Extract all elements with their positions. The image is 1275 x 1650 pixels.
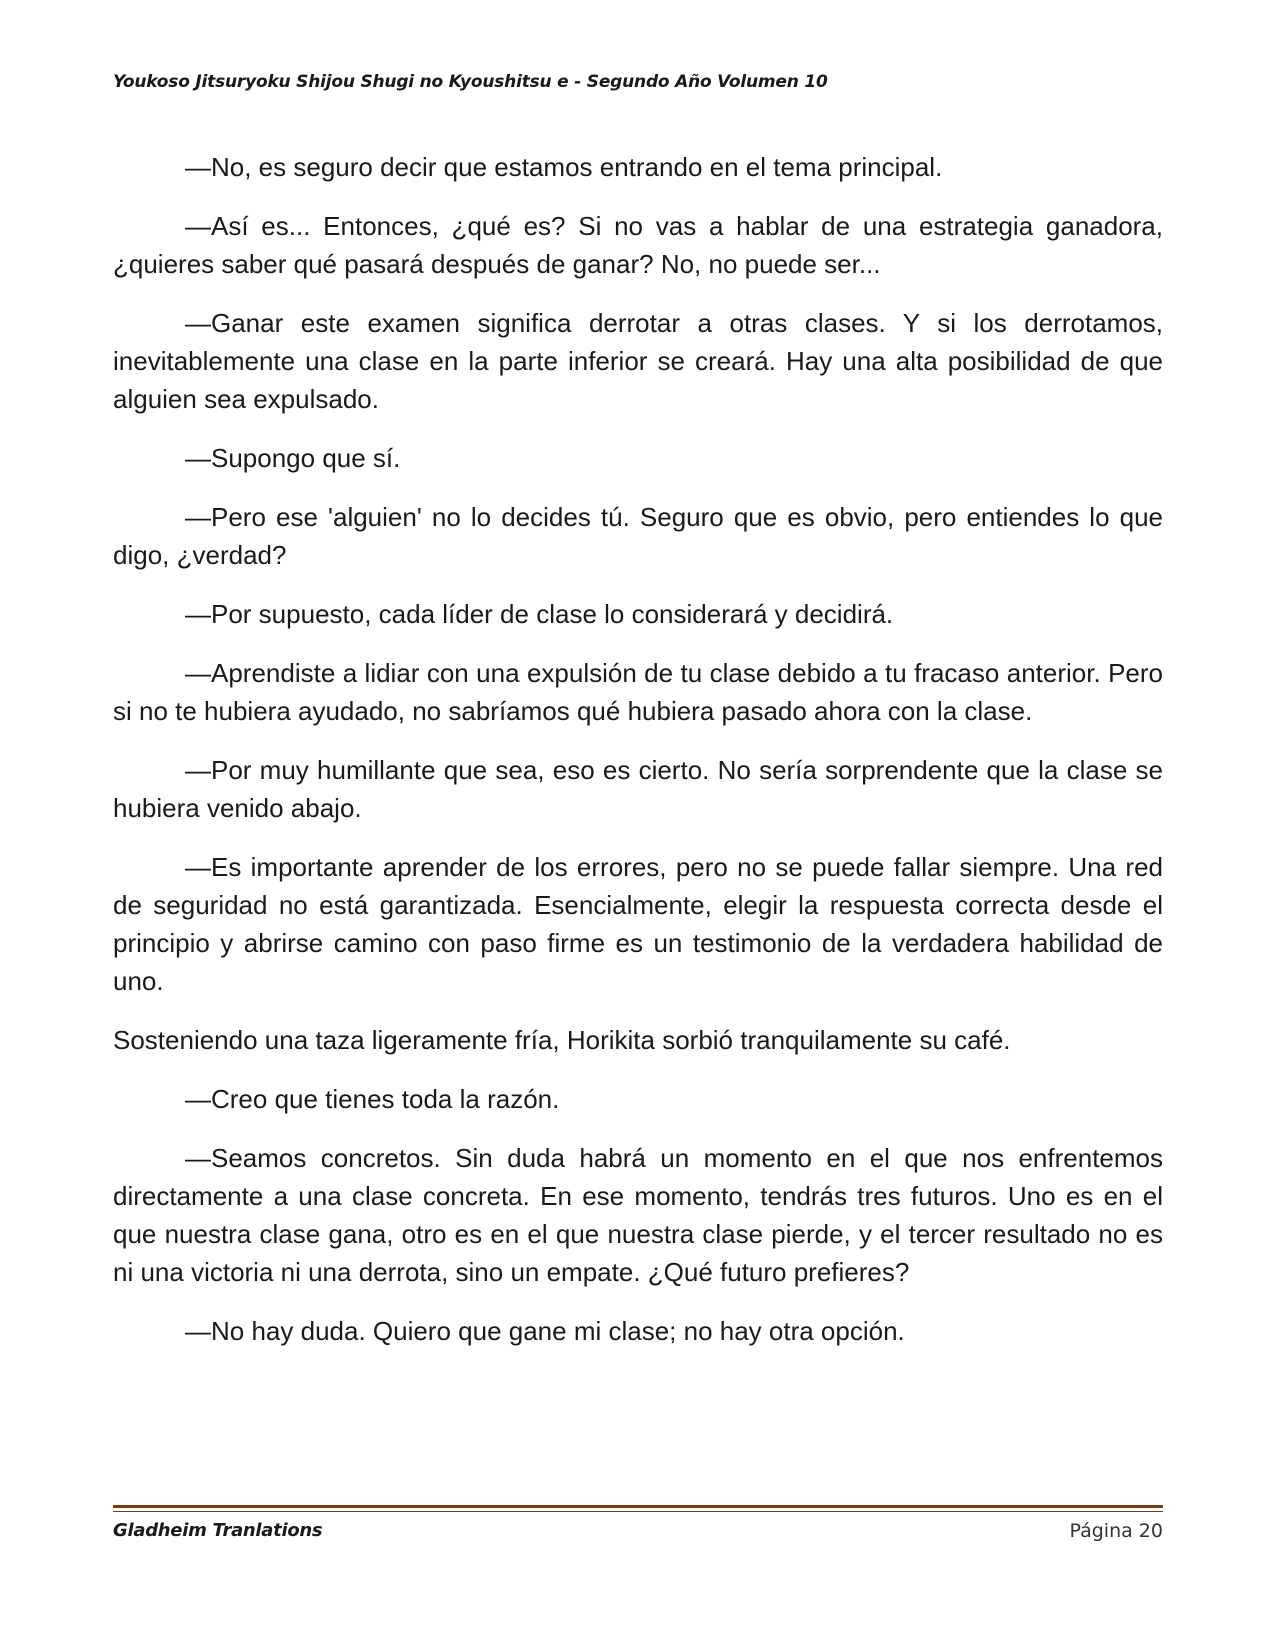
paragraph: —No, es seguro decir que estamos entrando en el tema principal. [185,152,943,182]
narration-paragraph: Sosteniendo una taza ligeramente fría, Horikita sorbió tranquilamente su café. [113,1025,1011,1055]
paragraph: —Ganar este examen significa derrotar a otras clases. Y si los derrotamos, inevitablemente una clase en la parte inferior se creará. Hay una alta posibilidad de que alguien sea expulsado. [113,308,1163,414]
paragraph: —Por supuesto, cada líder de clase lo considerará y decidirá. [185,599,894,629]
paragraph: —Por muy humillante que sea, eso es cierto. No sería sorprendente que la clase se hubiera venido abajo. [113,755,1163,823]
running-header: Youkoso Jitsuryoku Shijou Shugi no Kyoushitsu e - Segundo Año Volumen 10 [113,72,828,92]
paragraph: —Seamos concretos. Sin duda habrá un momento en el que nos enfrentemos directamente a una clase concreta. En ese momento, tendrás tres futuros. Uno es en el que nuestra clase gana, otro es en el que nuestra clase pierde, y el tercer resultado no es ni una victoria ni una derrota, sino un empate. ¿Qué futuro prefieres? [113,1143,1163,1287]
paragraph: —Creo que tienes toda la razón. [185,1084,560,1114]
footer-translator: Gladheim Tranlations [113,1520,323,1541]
paragraph: —No hay duda. Quiero que gane mi clase; no hay otra opción. [185,1316,905,1346]
page-number: Página 20 [1069,1520,1163,1542]
paragraph: —Supongo que sí. [185,443,401,473]
paragraph: —Así es... Entonces, ¿qué es? Si no vas a hablar de una estrategia ganadora, ¿quieres saber qué pasará después de ganar? No, no puede ser... [113,211,1163,279]
footer-rule-thick [113,1505,1163,1508]
paragraph: —Pero ese 'alguien' no lo decides tú. Seguro que es obvio, pero entiendes lo que digo, ¿verdad? [113,502,1163,570]
page-body [113,148,1163,1371]
paragraph: —Es importante aprender de los errores, pero no se puede fallar siempre. Una red de seguridad no está garantizada. Esencialmente, elegir la respuesta correcta desde el principio y abrirse camino con paso firme es un testimonio de la verdadera habilidad de uno. [113,852,1163,996]
footer-rule-thin [113,1511,1163,1512]
paragraph: —Aprendiste a lidiar con una expulsión de tu clase debido a tu fracaso anterior. Pero si no te hubiera ayudado, no sabríamos qué hubiera pasado ahora con la clase. [113,658,1163,726]
